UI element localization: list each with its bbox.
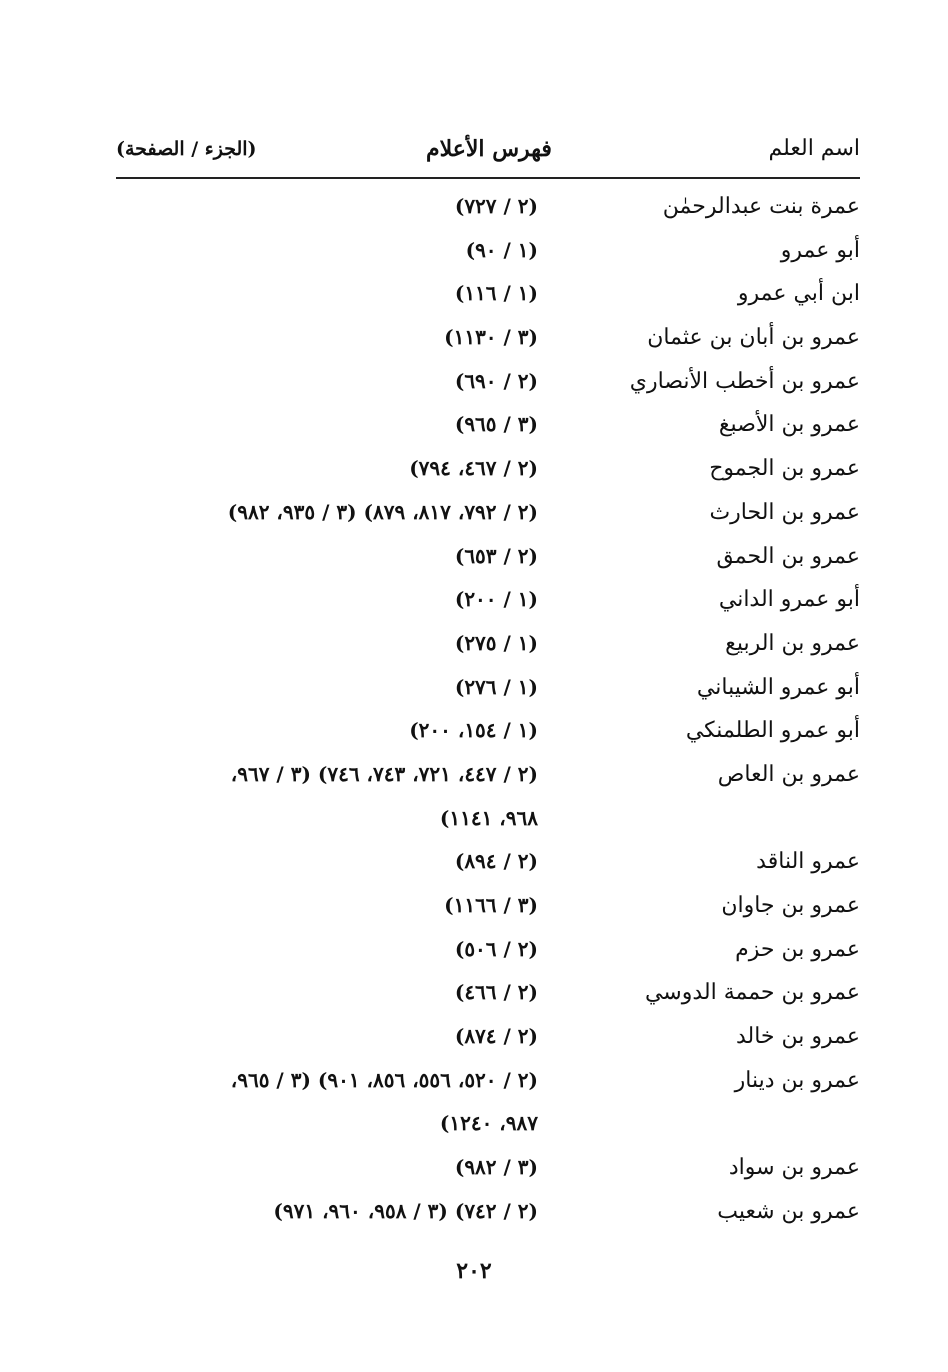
index-entry <box>116 1105 860 1149</box>
entry-reference: (٣ / ٩٨٢) <box>454 1155 538 1180</box>
index-entry <box>116 232 860 276</box>
index-entry <box>116 843 860 887</box>
entry-reference: (٢ / ٧٢٧) <box>454 194 538 218</box>
entry-name: أبو عمرو الداني <box>718 587 860 613</box>
entry-reference: ٩٨٧، ١٢٤٠) <box>439 1111 538 1136</box>
index-entry <box>116 363 860 407</box>
entry-name: عمرو بن الحارث <box>709 499 860 525</box>
entry-reference: (٢ / ٦٩٠) <box>454 368 538 393</box>
entry-reference: (٢ / ٧٤٢) (٣ / ٩٥٨، ٩٦٠، ٩٧١) <box>273 1198 538 1223</box>
index-entry <box>116 756 860 800</box>
entry-reference: (٢ / ٨٩٤) <box>454 849 538 874</box>
entry-name: عمرو بن جاوان <box>721 893 860 918</box>
entry-name: عمرو بن أبان بن عثمان <box>647 325 860 351</box>
header-rule <box>116 177 860 179</box>
index-entry <box>116 1018 860 1062</box>
column-header-reference: (الجزء / الصفحة) <box>116 138 257 160</box>
entry-name: عمرو بن الجموح <box>709 456 860 482</box>
entry-reference: (١ / ٢٧٥) <box>454 630 538 655</box>
entry-reference: (٣ / ١١٦٦) <box>444 893 538 917</box>
entry-reference: (١ / ٢٧٦) <box>454 674 538 699</box>
entry-name: عمرو بن الأصبغ <box>718 412 860 438</box>
index-entry <box>116 1193 860 1237</box>
entry-reference: (٢ / ٤٤٧، ٧٢١، ٧٤٣، ٧٤٦) (٣ / ٩٦٧، <box>230 761 538 786</box>
page-number: ٢٠٢ <box>456 1258 492 1284</box>
entry-name: عمرو بن العاص <box>717 761 860 787</box>
entry-reference: (٣ / ٩٦٥) <box>454 412 538 437</box>
index-entry <box>116 275 860 319</box>
index-entry <box>116 887 860 931</box>
entry-reference: (١ / ١٥٤، ٢٠٠) <box>409 718 538 743</box>
entry-reference: (٢ / ٥٢٠، ٥٥٦، ٨٥٦، ٩٠١) (٣ / ٩٦٥، <box>230 1067 538 1092</box>
entry-reference: (١ / ٩٠) <box>465 237 538 262</box>
entry-name: أبو عمرو <box>780 237 860 263</box>
entry-name: أبو عمرو الشيباني <box>696 674 860 700</box>
entry-name: عمرو بن شعيب <box>717 1198 860 1224</box>
entry-name: عمرو بن حزم <box>735 936 860 962</box>
entry-name: عمرو بن حممة الدوسي <box>644 980 860 1006</box>
index-entry <box>116 625 860 669</box>
entry-reference: (٢ / ٦٥٣) <box>454 543 538 568</box>
index-entry <box>116 974 860 1018</box>
page-title: فهرس الأعلام <box>426 136 552 162</box>
entry-name: عمرة بنت عبدالرحمٰن <box>662 194 860 219</box>
index-entry <box>116 188 860 232</box>
entry-name: عمرو بن خالد <box>735 1024 860 1050</box>
index-entry <box>116 494 860 538</box>
entry-reference: (٢ / ٧٩٢، ٨١٧، ٨٧٩) (٣ / ٩٣٥، ٩٨٢) <box>227 499 538 524</box>
entry-name: ابن أبي عمرو <box>737 281 860 307</box>
index-entry <box>116 669 860 713</box>
entry-name: عمرو بن الحمق <box>716 543 860 569</box>
column-header-name: اسم العلم <box>768 136 860 161</box>
entry-name: عمرو بن دينار <box>734 1067 860 1093</box>
entry-reference: (٢ / ٨٧٤) <box>454 1024 538 1049</box>
index-entry <box>116 538 860 582</box>
entry-name: أبو عمرو الطلمنكي <box>685 718 860 744</box>
index-entries <box>116 188 860 1237</box>
entry-reference: (٢ / ٤٦٦) <box>454 980 538 1005</box>
entry-name: عمرو بن الربيع <box>725 630 860 656</box>
entry-reference: (١ / ٢٠٠) <box>454 587 538 612</box>
entry-name: عمرو بن سواد <box>728 1155 860 1181</box>
index-entry <box>116 800 860 844</box>
entry-name: عمرو الناقد <box>756 849 860 875</box>
index-entry <box>116 1149 860 1193</box>
entry-reference: (١ / ١١٦) <box>454 281 538 306</box>
index-entry <box>116 931 860 975</box>
index-entry <box>116 450 860 494</box>
index-entry <box>116 406 860 450</box>
index-entry <box>116 581 860 625</box>
entry-reference: (٢ / ٤٦٧، ٧٩٤) <box>409 456 538 481</box>
index-entry <box>116 712 860 756</box>
entry-reference: (٣ / ١١٣٠) <box>444 325 538 350</box>
entry-reference: ٩٦٨، ١١٤١) <box>439 805 538 830</box>
index-entry <box>116 1062 860 1106</box>
entry-reference: (٢ / ٥٠٦) <box>454 936 538 961</box>
index-header <box>116 132 860 172</box>
index-entry <box>116 319 860 363</box>
entry-name: عمرو بن أخطب الأنصاري <box>629 368 860 394</box>
